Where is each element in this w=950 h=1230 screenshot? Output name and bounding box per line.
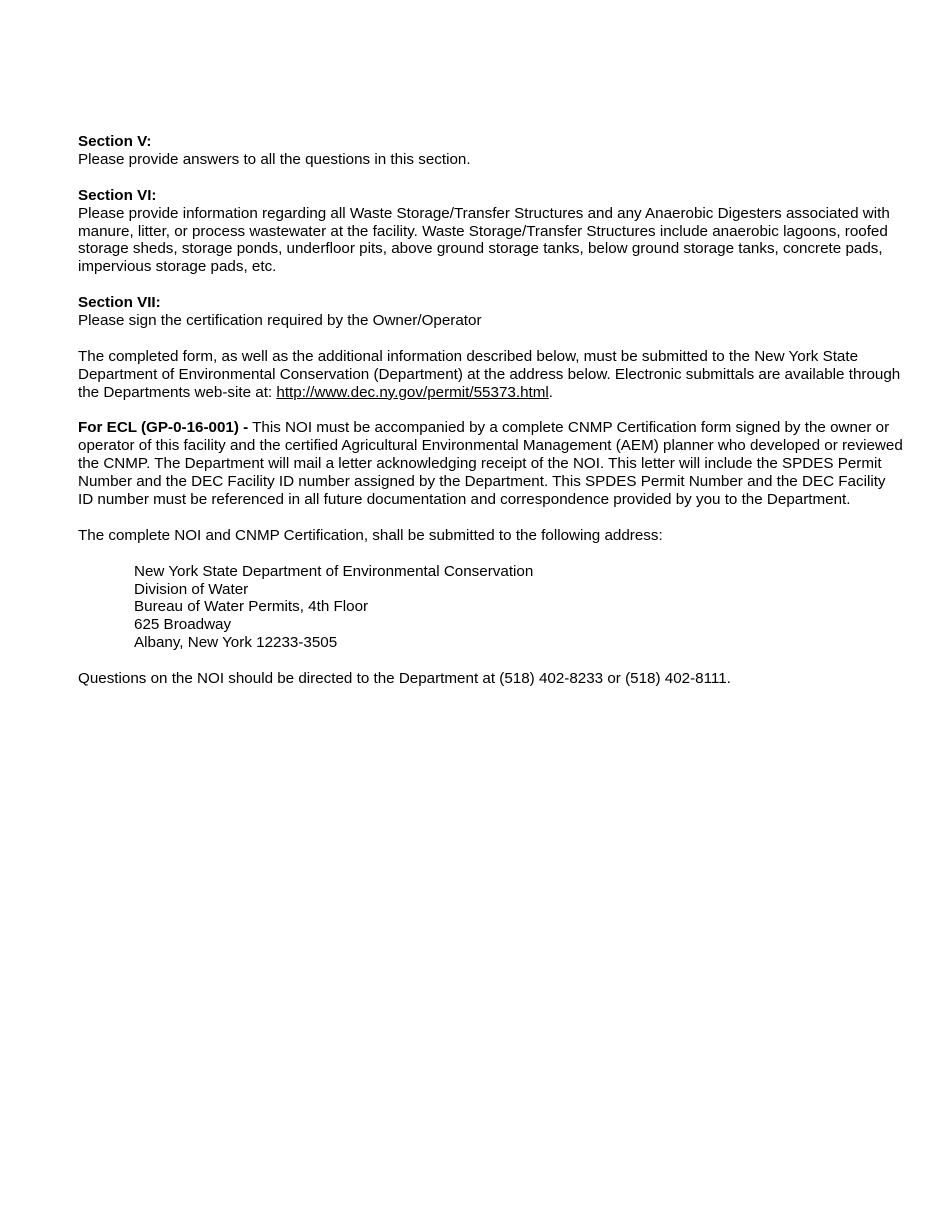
ecl-label: For ECL (GP-0-16-001) - bbox=[78, 419, 249, 437]
address-line: Division of Water bbox=[134, 580, 249, 598]
submission-after-link: . bbox=[548, 383, 553, 401]
submission-text: The completed form, as well as the additional information described below, must be submitted to the New York State Department of Environmental Conservation (Department) at the address below. Electronic submittals are available through the Departments web-site at: bbox=[78, 347, 901, 401]
address-intro: The complete NOI and CNMP Certification, shall be submitted to the following address: bbox=[78, 526, 663, 544]
section-vi-heading: Section VI: bbox=[78, 186, 157, 204]
section-v-text: Please provide answers to all the questions in this section. bbox=[78, 150, 471, 168]
address-line: New York State Department of Environmental Conservation bbox=[134, 562, 534, 580]
address-line: Bureau of Water Permits, 4th Floor bbox=[134, 598, 369, 616]
dec-permit-link[interactable]: http://www.dec.ny.gov/permit/55373.html bbox=[276, 383, 549, 401]
ecl-text: This NOI must be accompanied by a complete CNMP Certification form signed by the owner or operator of this facility and the certified Agricultural Environmental Management (AEM) planner who developed or reviewed the CNMP. The Department will mail a letter acknowledging receipt of the NOI. This letter will include the SPDES Permit Number and the DEC Facility ID number assigned by the Department. This SPDES Permit Number and the DEC Facility ID number must be referenced in all future documentation and correspondence provided by you to the Department. bbox=[78, 419, 903, 509]
ecl-paragraph bbox=[78, 419, 904, 509]
address-line: Albany, New York 12233-3505 bbox=[134, 634, 338, 652]
submission-paragraph bbox=[78, 348, 904, 402]
section-vi-text: Please provide information regarding all Waste Storage/Transfer Structures and any Anaerobic Digesters associated with manure, litter, or process wastewater at the facility. Waste Storage/Transfer Structures include anaerobic lagoons, roofed storage sheds, storage ponds, underfloor pits, above ground storage tanks, below ground storage tanks, concrete pads, impervious storage pads, etc. bbox=[78, 204, 890, 276]
mailing-address bbox=[134, 563, 904, 653]
section-vii bbox=[78, 294, 904, 330]
section-v bbox=[78, 133, 904, 169]
section-vii-text: Please sign the certification required by the Owner/Operator bbox=[78, 312, 482, 330]
address-line: 625 Broadway bbox=[134, 616, 232, 634]
document-page bbox=[78, 133, 904, 688]
questions-paragraph: Questions on the NOI should be directed to the Department at (518) 402-8233 or (518) 402-8111. bbox=[78, 670, 731, 688]
section-vii-heading: Section VII: bbox=[78, 294, 161, 312]
section-vi bbox=[78, 187, 904, 277]
section-v-heading: Section V: bbox=[78, 133, 152, 150]
